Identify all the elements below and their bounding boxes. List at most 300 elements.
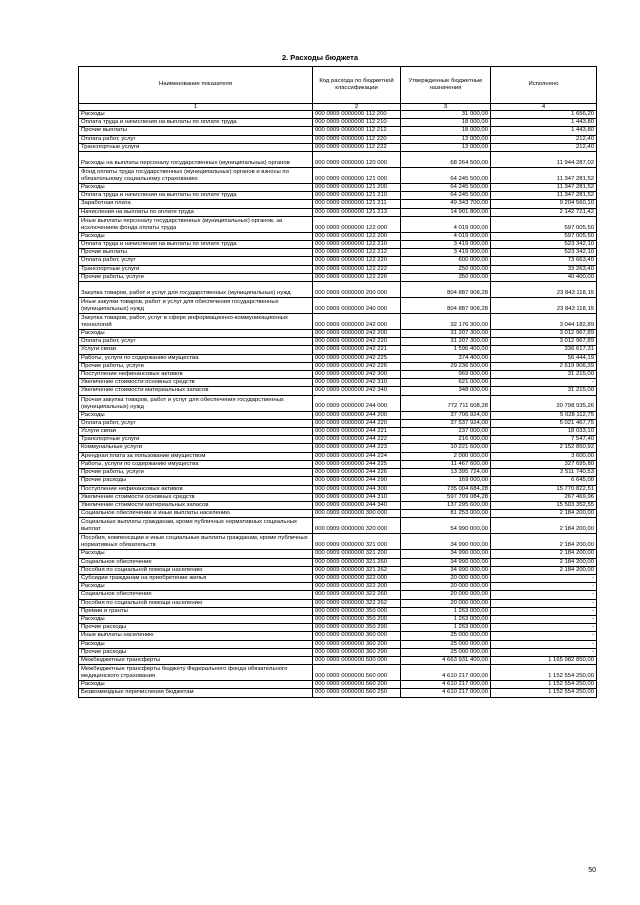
table-row [79, 152, 597, 168]
table-row [79, 518, 597, 534]
row-name: Прочие расходы [79, 477, 313, 485]
row-executed: 40 400,00 [491, 273, 597, 281]
table-row [79, 119, 597, 127]
row-executed: 18 033,10 [491, 428, 597, 436]
table-row [79, 493, 597, 501]
row-approved: 4 610 217 000,00 [401, 665, 491, 681]
row-name: Закупка товаров, работ, услуг в сфере информационно-коммуникационных технологий [79, 314, 313, 330]
row-approved: 3 419 000,00 [401, 241, 491, 249]
row-approved: 68 264 500,00 [401, 152, 491, 168]
row-executed: - [491, 632, 597, 640]
row-executed: 3 600,00 [491, 452, 597, 460]
row-approved: 1 263 000,00 [401, 607, 491, 615]
row-approved: 348 000,00 [401, 387, 491, 395]
table-row [79, 216, 597, 232]
row-approved: 3 419 000,00 [401, 249, 491, 257]
table-row [79, 379, 597, 387]
row-executed: 5 021 467,75 [491, 419, 597, 427]
row-executed: 2 511 740,53 [491, 469, 597, 477]
row-executed: - [491, 591, 597, 599]
row-code: 000 0909 0000000 321 200 [313, 550, 401, 558]
row-executed: 2 184 200,00 [491, 518, 597, 534]
row-name: Увеличение стоимости материальных запасов [79, 387, 313, 395]
row-code: 000 0909 0000000 560 200 [313, 681, 401, 689]
row-executed: 523 342,10 [491, 241, 597, 249]
table-row [79, 566, 597, 574]
table-row [79, 640, 597, 648]
row-name: Транспортные услуги [79, 265, 313, 273]
row-name: Расходы [79, 615, 313, 623]
table-row [79, 681, 597, 689]
column-number: 4 [491, 104, 597, 111]
table-row [79, 591, 597, 599]
table-row [79, 395, 597, 411]
row-approved: 4 019 000,00 [401, 216, 491, 232]
row-approved: 13 000,00 [401, 143, 491, 151]
row-name: Пособия по социальной помощи населению [79, 566, 313, 574]
row-approved: 13 000,00 [401, 135, 491, 143]
table-row [79, 599, 597, 607]
row-name: Поступление нефинансовых активов [79, 485, 313, 493]
row-approved: 37 537 924,00 [401, 419, 491, 427]
row-name: Социальное обеспечение [79, 591, 313, 599]
table-row [79, 282, 597, 298]
row-code: 000 0909 0000000 242 220 [313, 338, 401, 346]
row-executed: 267 469,96 [491, 493, 597, 501]
row-name: Оплата работ, услуг [79, 135, 313, 143]
row-code: 000 0909 0000000 122 220 [313, 257, 401, 265]
table-row [79, 615, 597, 623]
row-code: 000 0909 0000000 121 211 [313, 200, 401, 208]
row-approved: 1 263 000,00 [401, 624, 491, 632]
row-approved: 31 207 300,00 [401, 330, 491, 338]
table-row [79, 371, 597, 379]
table-row [79, 273, 597, 281]
row-code: 000 0909 0000000 350 000 [313, 607, 401, 615]
row-executed: 212,40 [491, 135, 597, 143]
row-executed: 11 347 281,52 [491, 192, 597, 200]
row-name: Оплата работ, услуг [79, 419, 313, 427]
row-name: Иные выплаты персоналу государственных (муниципальных) органов, за исключением фонда оплаты труда [79, 216, 313, 232]
row-name: Коммунальные услуги [79, 444, 313, 452]
row-name: Фонд оплаты труда государственных (муниципальных) органов и взносы по обязательному социальному страхованию [79, 168, 313, 184]
table-row [79, 257, 597, 265]
table-row [79, 607, 597, 615]
row-code: 000 0909 0000000 242 300 [313, 371, 401, 379]
row-executed: 1 656,20 [491, 111, 597, 119]
row-code: 000 0909 0000000 322 000 [313, 574, 401, 582]
row-code: 000 0909 0000000 122 210 [313, 241, 401, 249]
row-approved: 64 245 500,00 [401, 168, 491, 184]
row-code: 000 0909 0000000 242 221 [313, 346, 401, 354]
row-name: Поступление нефинансовых активов [79, 371, 313, 379]
row-approved: 32 176 300,00 [401, 314, 491, 330]
row-approved: 18 000,00 [401, 119, 491, 127]
row-name: Оплата работ, услуг [79, 257, 313, 265]
row-name: Расходы [79, 583, 313, 591]
row-approved: 34 990 000,00 [401, 558, 491, 566]
row-name: Транспортные услуги [79, 436, 313, 444]
row-executed: 3 012 967,89 [491, 330, 597, 338]
row-name: Пособия по социальной помощи населению [79, 599, 313, 607]
row-approved: 4 019 000,00 [401, 232, 491, 240]
row-code: 000 0909 0000000 321 000 [313, 534, 401, 550]
row-code: 000 0909 0000000 112 210 [313, 119, 401, 127]
row-executed: - [491, 624, 597, 632]
row-executed: - [491, 379, 597, 387]
table-row [79, 648, 597, 656]
row-executed: - [491, 607, 597, 615]
row-name: Расходы [79, 184, 313, 192]
row-code: 000 0909 0000000 112 200 [313, 111, 401, 119]
row-name: Расходы на выплаты персоналу государственных (муниципальных) органов [79, 152, 313, 168]
row-name: Заработная плата [79, 200, 313, 208]
row-executed: 2 152 850,92 [491, 444, 597, 452]
row-approved: 34 990 000,00 [401, 534, 491, 550]
row-executed: 9 204 560,10 [491, 200, 597, 208]
row-executed: - [491, 648, 597, 656]
row-approved: 4 663 931 400,00 [401, 656, 491, 664]
row-name: Межбюджетные трансферты бюджету Федерального фонда обязательного медицинского страхования [79, 665, 313, 681]
row-name: Расходы [79, 111, 313, 119]
row-approved: 37 706 924,00 [401, 411, 491, 419]
row-executed: 6 645,00 [491, 477, 597, 485]
row-approved: 1 263 000,00 [401, 615, 491, 623]
row-executed: 2 184 200,00 [491, 566, 597, 574]
row-executed: - [491, 615, 597, 623]
row-code: 000 0909 0000000 321 260 [313, 558, 401, 566]
row-executed: 2 619 906,39 [491, 362, 597, 370]
table-header-row [79, 67, 597, 104]
row-code: 000 0909 0000000 244 300 [313, 485, 401, 493]
table-row [79, 419, 597, 427]
row-code: 000 0909 0000000 244 221 [313, 428, 401, 436]
column-number: 2 [313, 104, 401, 111]
row-name: Оплата труда и начисления на выплаты по оплате труда [79, 241, 313, 249]
table-row [79, 232, 597, 240]
row-executed: 597 005,50 [491, 232, 597, 240]
row-executed: 1 152 554 250,00 [491, 665, 597, 681]
row-name: Прочие расходы [79, 624, 313, 632]
row-name: Работы, услуги по содержанию имущества [79, 354, 313, 362]
header-executed: Исполнено [491, 67, 597, 104]
row-code: 000 0909 0000000 121 000 [313, 168, 401, 184]
row-executed: 33 263,40 [491, 265, 597, 273]
row-name: Прочая закупка товаров, работ и услуг для обеспечения государственных (муниципальных) нужд [79, 395, 313, 411]
row-approved: 13 395 724,00 [401, 469, 491, 477]
row-name: Оплата труда и начисления на выплаты по оплате труда [79, 192, 313, 200]
row-code: 000 0909 0000000 242 310 [313, 379, 401, 387]
row-code: 000 0909 0000000 244 226 [313, 469, 401, 477]
row-executed: 23 843 118,15 [491, 282, 597, 298]
row-approved: 10 221 600,00 [401, 444, 491, 452]
row-name: Иные закупки товаров, работ и услуг для обеспечения государственных (муниципальных) нужд [79, 298, 313, 314]
row-executed: 212,40 [491, 143, 597, 151]
row-executed: 1 152 554 250,00 [491, 689, 597, 697]
table-row [79, 168, 597, 184]
row-code: 000 0909 0000000 322 200 [313, 583, 401, 591]
row-approved: 237 000,00 [401, 428, 491, 436]
table-row [79, 574, 597, 582]
row-executed: 2 184 200,00 [491, 550, 597, 558]
row-name: Закупка товаров, работ и услуг для государственных (муниципальных) нужд [79, 282, 313, 298]
row-code: 000 0909 0000000 122 222 [313, 265, 401, 273]
table-row [79, 143, 597, 151]
row-name: Расходы [79, 232, 313, 240]
row-approved: 1 596 400,00 [401, 346, 491, 354]
row-name: Расходы [79, 550, 313, 558]
row-name: Услуги связи [79, 428, 313, 436]
row-code: 000 0909 0000000 244 225 [313, 460, 401, 468]
row-code: 000 0909 0000000 350 290 [313, 624, 401, 632]
row-name: Работы, услуги по содержанию имущества [79, 460, 313, 468]
row-approved: 804 887 908,28 [401, 282, 491, 298]
row-approved: 25 000 000,00 [401, 648, 491, 656]
row-code: 000 0909 0000000 244 290 [313, 477, 401, 485]
row-executed: 1 152 554 250,00 [491, 681, 597, 689]
row-executed: 2 184 200,00 [491, 510, 597, 518]
row-approved: 374 400,00 [401, 354, 491, 362]
row-code: 000 0909 0000000 112 212 [313, 127, 401, 135]
row-name: Транспортные услуги [79, 143, 313, 151]
row-code: 000 0909 0000000 242 340 [313, 387, 401, 395]
column-number: 1 [79, 104, 313, 111]
row-executed: 3 044 182,89 [491, 314, 597, 330]
header-approved: Утвержденные бюджетные назначения [401, 67, 491, 104]
row-executed: - [491, 583, 597, 591]
row-code: 000 0909 0000000 244 222 [313, 436, 401, 444]
row-code: 000 0909 0000000 244 310 [313, 493, 401, 501]
row-code: 000 0909 0000000 320 000 [313, 518, 401, 534]
expenses-table [78, 66, 597, 698]
table-row [79, 624, 597, 632]
row-approved: 169 000,00 [401, 477, 491, 485]
table-row [79, 665, 597, 681]
table-row [79, 338, 597, 346]
row-executed: 2 142 721,42 [491, 208, 597, 216]
row-name: Оплата работ, услуг [79, 338, 313, 346]
table-row [79, 330, 597, 338]
table-row [79, 689, 597, 697]
row-code: 000 0909 0000000 244 340 [313, 501, 401, 509]
table-row [79, 460, 597, 468]
row-approved: 20 000 000,00 [401, 574, 491, 582]
row-executed: - [491, 640, 597, 648]
row-code: 000 0909 0000000 242 226 [313, 362, 401, 370]
row-code: 000 0909 0000000 560 250 [313, 689, 401, 697]
row-executed: 5 028 112,75 [491, 411, 597, 419]
row-code: 000 0909 0000000 122 000 [313, 216, 401, 232]
row-name: Прочие работы, услуги [79, 273, 313, 281]
row-executed: 3 012 967,89 [491, 338, 597, 346]
row-name: Субсидии гражданам на приобретение жилья [79, 574, 313, 582]
row-approved: 34 990 000,00 [401, 566, 491, 574]
table-row [79, 192, 597, 200]
row-name: Арендная плата за пользование имуществом [79, 452, 313, 460]
table-row [79, 510, 597, 518]
row-executed: 31 215,00 [491, 371, 597, 379]
table-row [79, 656, 597, 664]
row-code: 000 0909 0000000 244 200 [313, 411, 401, 419]
row-executed: - [491, 599, 597, 607]
row-code: 000 0909 0000000 244 220 [313, 419, 401, 427]
row-approved: 4 610 217 000,00 [401, 681, 491, 689]
row-executed: 31 215,00 [491, 387, 597, 395]
row-name: Расходы [79, 411, 313, 419]
row-executed: 7 547,40 [491, 436, 597, 444]
row-approved: 804 887 908,28 [401, 298, 491, 314]
row-approved: 31 000,00 [401, 111, 491, 119]
row-approved: 20 000 000,00 [401, 599, 491, 607]
row-code: 000 0909 0000000 321 262 [313, 566, 401, 574]
row-name: Увеличение стоимости основных средств [79, 493, 313, 501]
table-row [79, 200, 597, 208]
row-code: 000 0909 0000000 200 000 [313, 282, 401, 298]
row-approved: 969 000,00 [401, 371, 491, 379]
table-row [79, 127, 597, 135]
row-executed: 523 342,10 [491, 249, 597, 257]
row-approved: 31 207 300,00 [401, 338, 491, 346]
row-approved: 64 245 500,00 [401, 184, 491, 192]
row-approved: 20 000 000,00 [401, 583, 491, 591]
table-row [79, 314, 597, 330]
row-code: 000 0909 0000000 360 290 [313, 648, 401, 656]
row-code: 000 0909 0000000 360 200 [313, 640, 401, 648]
table-row [79, 477, 597, 485]
row-code: 000 0909 0000000 112 222 [313, 143, 401, 151]
row-approved: 137 295 600,00 [401, 501, 491, 509]
row-approved: 54 990 000,00 [401, 518, 491, 534]
table-row [79, 558, 597, 566]
section-title: 2. Расходы бюджета [281, 53, 359, 62]
row-name: Расходы [79, 681, 313, 689]
table-row [79, 265, 597, 273]
row-approved: 81 253 000,00 [401, 510, 491, 518]
row-name: Оплата труда и начисления на выплаты по оплате труда [79, 119, 313, 127]
row-name: Услуги связи [79, 346, 313, 354]
row-executed: 11 347 281,52 [491, 184, 597, 192]
row-code: 000 0909 0000000 244 000 [313, 395, 401, 411]
row-name: Межбюджетные трансферты [79, 656, 313, 664]
table-row [79, 111, 597, 119]
row-code: 000 0909 0000000 242 000 [313, 314, 401, 330]
row-code: 000 0909 0000000 121 210 [313, 192, 401, 200]
row-name: Пособия, компенсации и иные социальные выплаты гражданам, кроме публичных нормативных обязательств [79, 534, 313, 550]
row-approved: 49 343 700,00 [401, 200, 491, 208]
row-name: Прочие работы, услуги [79, 362, 313, 370]
table-body [79, 111, 597, 698]
column-number: 3 [401, 104, 491, 111]
table-row [79, 241, 597, 249]
row-executed: 327 695,80 [491, 460, 597, 468]
table-row [79, 249, 597, 257]
header-expense-code: Код расхода по бюджетной классификации [313, 67, 401, 104]
header-indicator-name: Наименование показателя [79, 67, 313, 104]
row-name: Социальное обеспечение и иные выплаты населению [79, 510, 313, 518]
table-row [79, 452, 597, 460]
row-code: 000 0909 0000000 122 200 [313, 232, 401, 240]
table-row [79, 583, 597, 591]
row-code: 000 0909 0000000 242 200 [313, 330, 401, 338]
row-name: Расходы [79, 330, 313, 338]
row-executed: 336 617,31 [491, 346, 597, 354]
row-name: Прочие работы, услуги [79, 469, 313, 477]
row-code: 000 0909 0000000 121 200 [313, 184, 401, 192]
row-code: 000 0909 0000000 322 262 [313, 599, 401, 607]
table-row [79, 534, 597, 550]
row-code: 000 0909 0000000 300 000 [313, 510, 401, 518]
row-name: Прочие выплаты [79, 249, 313, 257]
table-row [79, 387, 597, 395]
row-approved: 64 245 500,00 [401, 192, 491, 200]
row-executed: 20 798 935,26 [491, 395, 597, 411]
row-executed: 23 843 118,15 [491, 298, 597, 314]
table-row [79, 469, 597, 477]
row-approved: 14 901 800,00 [401, 208, 491, 216]
row-executed: 15 503 352,55 [491, 501, 597, 509]
row-code: 000 0909 0000000 244 224 [313, 452, 401, 460]
row-approved: 597 709 084,28 [401, 493, 491, 501]
row-approved: 34 990 000,00 [401, 550, 491, 558]
row-executed: 2 184 200,00 [491, 558, 597, 566]
table-row [79, 632, 597, 640]
table-row [79, 184, 597, 192]
page-number: 50 [588, 867, 596, 874]
row-approved: 735 004 684,28 [401, 485, 491, 493]
row-name: Начисления на выплаты по оплате труда [79, 208, 313, 216]
row-name: Безвозмездные перечисления бюджетам [79, 689, 313, 697]
row-executed: 1 443,80 [491, 127, 597, 135]
row-executed: 11 944 287,02 [491, 152, 597, 168]
row-name: Увеличение стоимости основных средств [79, 379, 313, 387]
row-name: Иные выплаты населению [79, 632, 313, 640]
row-approved: 772 711 608,28 [401, 395, 491, 411]
row-code: 000 0909 0000000 112 220 [313, 135, 401, 143]
row-approved: 25 000 000,00 [401, 632, 491, 640]
table-row [79, 550, 597, 558]
row-executed: 597 005,50 [491, 216, 597, 232]
table-row [79, 411, 597, 419]
row-executed: 1 443,80 [491, 119, 597, 127]
row-approved: 25 000 000,00 [401, 640, 491, 648]
row-executed: 73 663,40 [491, 257, 597, 265]
row-code: 000 0909 0000000 500 000 [313, 656, 401, 664]
table-row [79, 208, 597, 216]
row-code: 000 0909 0000000 240 000 [313, 298, 401, 314]
row-approved: 29 236 500,00 [401, 362, 491, 370]
row-name: Расходы [79, 640, 313, 648]
row-approved: 250 000,00 [401, 265, 491, 273]
row-name: Прочие расходы [79, 648, 313, 656]
row-executed: 1 165 982 850,00 [491, 656, 597, 664]
row-executed: - [491, 574, 597, 582]
row-executed: 15 770 822,51 [491, 485, 597, 493]
row-approved: 216 000,00 [401, 436, 491, 444]
row-approved: 600 000,00 [401, 257, 491, 265]
table-row [79, 354, 597, 362]
row-approved: 4 610 217 000,00 [401, 689, 491, 697]
row-code: 000 0909 0000000 244 223 [313, 444, 401, 452]
row-code: 000 0909 0000000 122 212 [313, 249, 401, 257]
row-code: 000 0909 0000000 121 213 [313, 208, 401, 216]
row-name: Социальные выплаты гражданам, кроме публичных нормативных социальных выплат [79, 518, 313, 534]
row-approved: 621 000,00 [401, 379, 491, 387]
row-approved: 350 000,00 [401, 273, 491, 281]
table-row [79, 436, 597, 444]
table-row [79, 444, 597, 452]
row-name: Увеличение стоимости материальных запасов [79, 501, 313, 509]
table-column-numbers-row [79, 104, 597, 111]
